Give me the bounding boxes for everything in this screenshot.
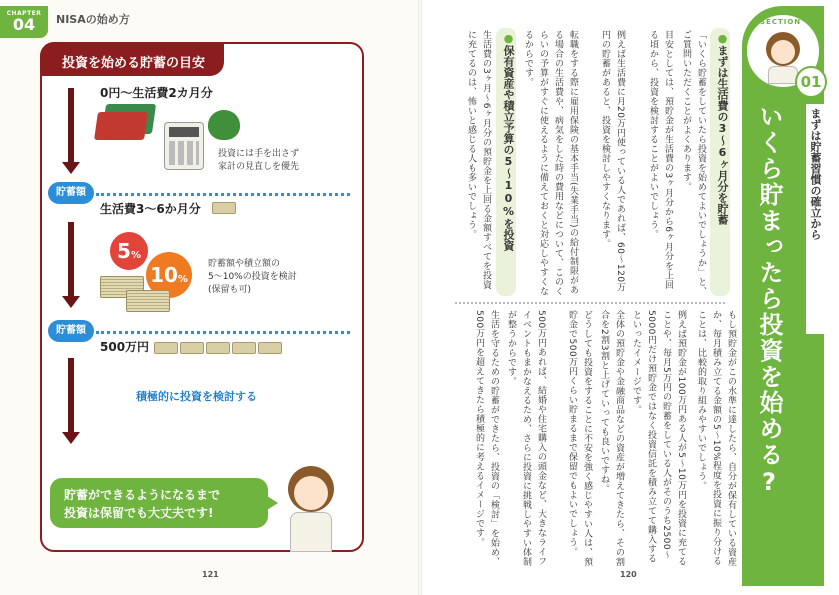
arrow-1	[68, 88, 74, 164]
body-para-8: 全体の預貯金や金融商品などの資産が増えてきたら、その割合を2割3割と上げていっても良いですね。	[599, 310, 624, 567]
stage2-label: 生活費3〜6か月分	[100, 202, 201, 216]
percent-5-value: 5	[117, 239, 131, 263]
heading-1	[710, 28, 730, 296]
banknote-icon	[154, 342, 178, 354]
stage1-note-line2: 家計の見直しを優先	[218, 162, 300, 172]
chapter-number: 04	[12, 15, 36, 34]
speech-line2: 投資は保留でも大丈夫です!	[64, 506, 214, 520]
gutter	[418, 0, 422, 595]
body-para-2: 目安としては、預貯金が生活費の3ヶ月分から6ヶ月分を上回る頃から、投資を検討することがよいでしょう。	[648, 30, 673, 290]
body-para-7: 例えば預貯金が100万円ある人が5〜10万円を投資に充てることや、毎月5万円の貯蓄をしている人がそのうち2500〜5000円だけ預貯金ではなく投資信託を積み立てて購入するといったイメージです。	[631, 310, 686, 566]
stage3-label: 500万円	[100, 340, 150, 354]
chapter-tab	[0, 6, 48, 38]
savings-badge-1: 貯蓄額	[48, 182, 94, 204]
column-divider	[455, 302, 725, 304]
bankbook-icon	[94, 112, 148, 140]
stage1-label: 0円〜生活費2カ月分	[100, 86, 213, 100]
body-para-4: 転職をする際に雇用保険の基本手当(失業手当)の給付制限がある場合の生活費や、病気をした時の費用などについて、このくらいの予算がすぐに使えるように備えておくと対応しやすくなるからです。	[523, 30, 578, 296]
body-para-3: 例えば生活費に月20万円使っている人であれば、60〜120万円の貯蓄があると、投資を検討しやすくなります。	[600, 30, 625, 293]
section-label: SECTION	[760, 18, 802, 26]
calculator-icon	[164, 122, 204, 170]
bullet-icon: ●	[502, 32, 515, 45]
banknote-icon	[258, 342, 282, 354]
percent-10-unit: %	[177, 274, 188, 285]
speech-bubble	[50, 478, 268, 528]
body-para-6: もし預貯金がこの水準に達したら、自分が保有している資産か、毎月積み立てる金額の5〜10%程度を投資に振り分けることは、比較的取り組みやすいでしょう。	[696, 310, 736, 567]
page-number-left: 121	[202, 570, 219, 579]
arrow-3	[68, 358, 74, 434]
section-number: 01	[795, 66, 827, 98]
body-para-10: 500万円あれば、結婚や住宅購入の頭金など、大きなライフイベントもまかなえるため、さらに投資に挑戦しやすい体制が整うからです。	[506, 310, 546, 567]
heading-2	[496, 28, 516, 296]
body-para-11: 生活を守るための貯蓄ができたら、投資の「検討」を始め、500万円を超えてきたら積極的に考えるイメージです。	[474, 310, 499, 567]
heading-2-text: 保有資産や積立予算の5〜10%を投資	[502, 45, 515, 251]
banknote-icon	[232, 342, 256, 354]
stage1-note	[218, 148, 299, 174]
body-para-1: 「いくら貯蓄をしていたら投資を始めてよいでしょうか」と、ご質問いただくことがよくあります。	[681, 30, 706, 296]
dotted-line-2	[96, 331, 350, 334]
bullet-icon: ●	[716, 32, 729, 45]
banknote-stack-icon	[126, 290, 170, 312]
stage2-note	[208, 258, 297, 297]
stage2-note-line3: (保留も可)	[208, 285, 252, 295]
banknote-icon	[212, 202, 236, 214]
speech-line1: 貯蓄ができるようになるまで	[64, 488, 221, 502]
stage1-note-line1: 投資には手を出さず	[218, 149, 300, 159]
arrow-1-head	[62, 162, 80, 174]
coin-purse-icon	[208, 110, 240, 140]
percent-5-unit: %	[130, 250, 141, 261]
chapter-label: CHAPTER	[6, 10, 42, 17]
dotted-line-1	[96, 193, 350, 196]
percent-10-value: 10	[150, 263, 178, 287]
stage3-action: 積極的に投資を検討する	[136, 390, 257, 403]
percent-5-badge	[110, 232, 148, 270]
page-number-right: 120	[620, 570, 637, 579]
heading-1-text: まずは生活費の3〜6ヶ月分を貯蓄	[716, 45, 729, 225]
chapter-title: NISAの始め方	[56, 13, 130, 26]
character-illustration	[282, 466, 340, 552]
body-para-5: 生活費の3ヶ月〜6ヶ月分の預貯金を上回る金額すべてを投資に充てるのは、怖いと感じる人も多いでしょう。	[466, 30, 491, 290]
arrow-2-head	[62, 296, 80, 308]
section-subtitle: まずは貯蓄習慣の確立から	[806, 104, 824, 334]
arrow-3-head	[62, 432, 80, 444]
stage2-note-line2: 5〜10%の投資を検討	[208, 272, 297, 282]
stage2-note-line1: 貯蓄額や積立額の	[208, 259, 281, 269]
panel-title: 投資を始める貯蓄の目安	[40, 44, 224, 76]
banknote-icon	[180, 342, 204, 354]
section-title: いくら貯まったら投資を始める?	[755, 104, 783, 498]
arrow-2	[68, 222, 74, 298]
body-para-9: どうしても投資をすることに不安を強く感じやすい人は、預貯金で500万円くらい貯まるまで保留でもよいでしょう。	[567, 310, 592, 567]
banknote-icon	[206, 342, 230, 354]
savings-badge-2: 貯蓄額	[48, 320, 94, 342]
